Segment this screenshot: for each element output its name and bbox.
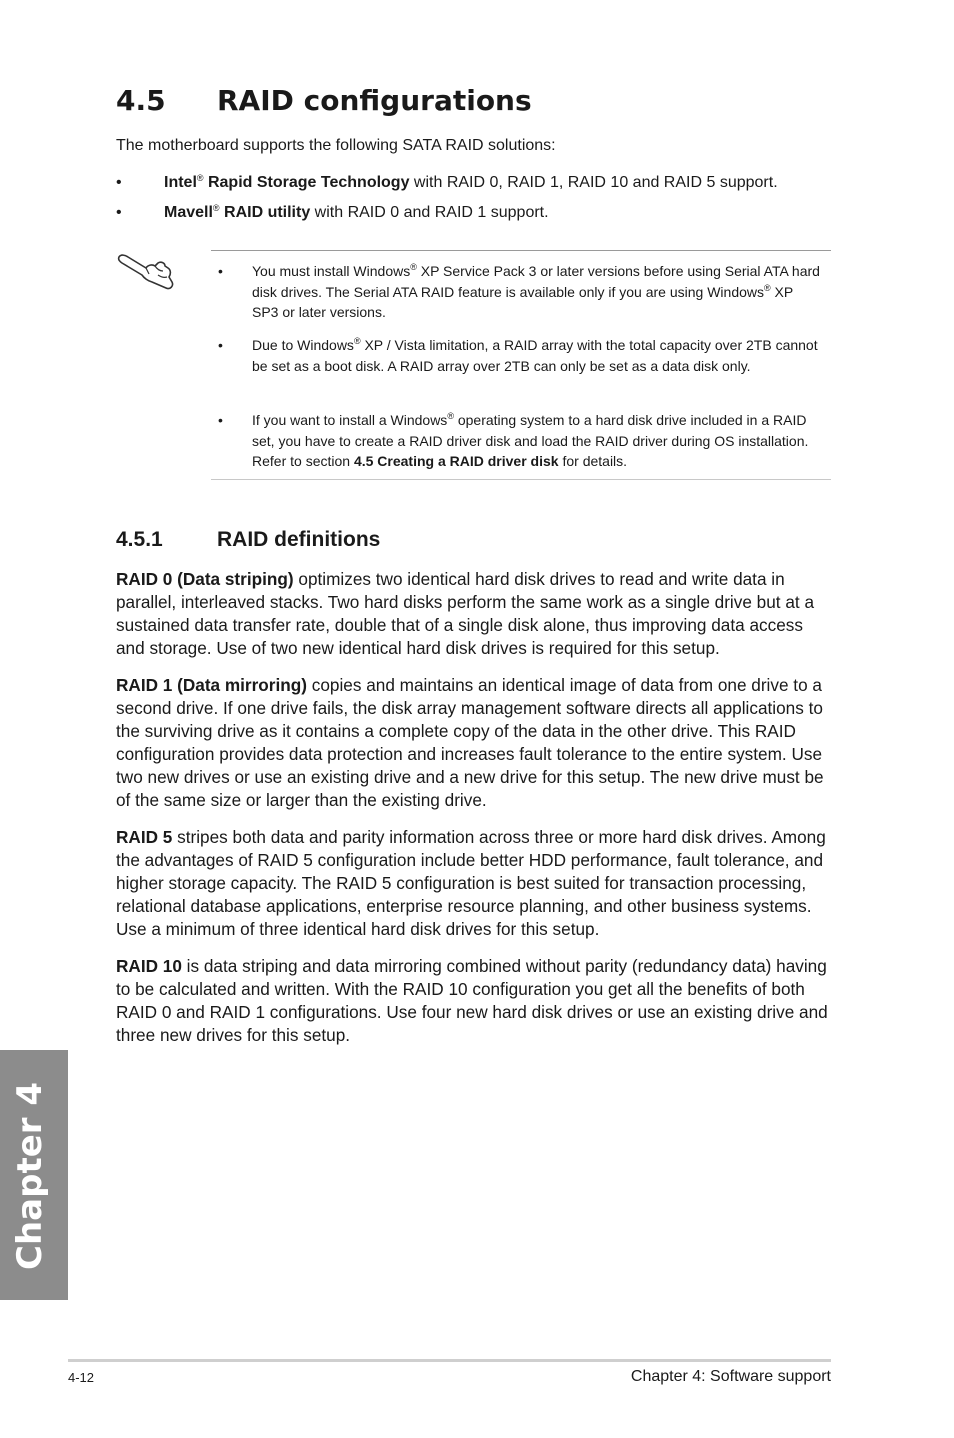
subsection-title: RAID definitions [217,528,381,551]
chapter-side-label: Chapter 4 [10,1081,50,1270]
intro-text: The motherboard supports the following SATA RAID solutions: [116,137,556,154]
hand-pointer-icon [116,248,176,292]
section-number: 4.5 [116,84,166,117]
subsection-number: 4.5.1 [116,528,163,551]
bullet-marker: • [116,174,122,191]
section-heading [116,84,532,117]
note-top-rule [211,250,831,251]
footer-rule [68,1359,831,1362]
definition-raid1: RAID 1 (Data mirroring) copies and maintains an identical image of data from one drive to a second drive. If one drive fails, the disk array management software directs all applications to the surviving drive as it contains a complete copy of the data in the other drive. This RAID configuration provides data protection and increases fault tolerance to the entire system. Use two new drives or use an existing drive and a new drive for this setup. The new drive must be of the same size or larger than the existing drive. [116,675,824,810]
definition-raid10: RAID 10 is data striping and data mirroring combined without parity (redundancy data) having to be calculated and written. With the RAID 10 configuration you get all the benefits of both RAID 0 and RAID 1 configurations. Use four new hard disk drives or use an existing drive and three new drives for this setup. [116,956,828,1045]
note-bottom-rule [211,479,831,480]
section-title: RAID configurations [217,84,532,117]
definition-raid5: RAID 5 stripes both data and parity information across three or more hard disk drives. Among the advantages of RAID 5 configuration include better HDD performance, fault tolerance, and higher storage capacity. The RAID 5 configuration is best suited for transaction processing, relational database applications, enterprise resource planning, and other business systems. Use a minimum of three identical hard disk drives for this setup. [116,827,826,939]
subsection-heading [116,528,380,552]
bullet-marker: • [116,204,122,221]
chapter-side-tab [0,1050,68,1300]
footer-section: Chapter 4: Software support [630,1368,831,1385]
page-number: 4-12 [68,1370,95,1385]
definition-raid0: RAID 0 (Data striping) optimizes two identical hard disk drives to read and write data in parallel, interleaved stacks. Two hard disks perform the same work as a single drive but at a sustained data transfer rate, double that of a single disk alone, thus improving data access and storage. Use of two new identical hard disk drives is required for this setup. [116,569,815,658]
